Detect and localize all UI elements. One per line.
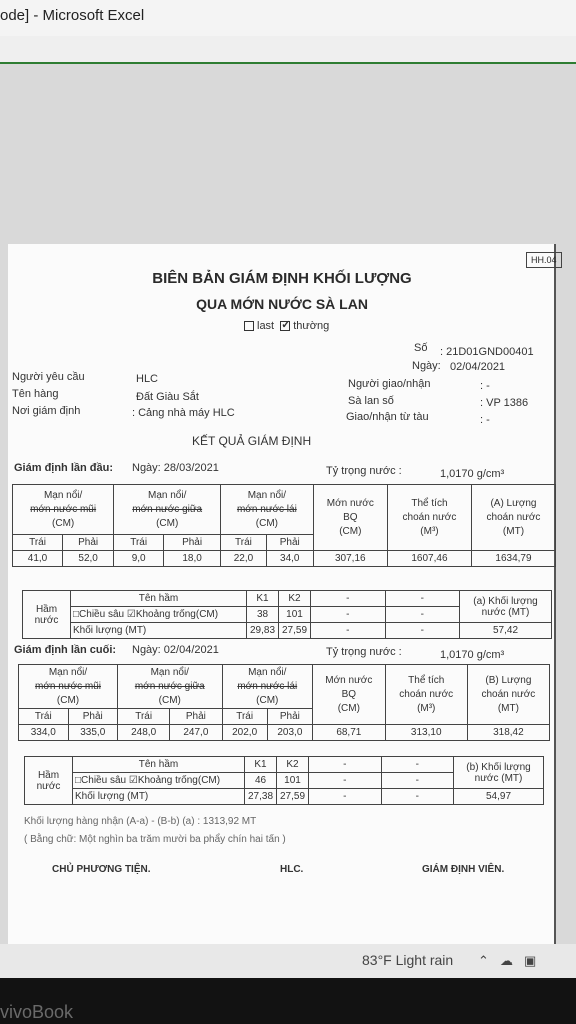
first-ballast-table: [22, 590, 552, 639]
displacement-b-header: (B) Lượng choán nước (MT): [467, 665, 549, 725]
mid-header: Mạn nổi/ mớn nước giữa (CM): [114, 485, 221, 535]
cell: 68,71: [313, 725, 386, 741]
aft-header: Mạn nổi/ mớn nước lái (CM): [221, 485, 314, 535]
right-col: Phải: [63, 535, 114, 551]
left-col: Trái: [114, 535, 164, 551]
deliverer-value: : -: [480, 380, 490, 392]
device-brand-logo: vivoBook: [0, 1002, 74, 1022]
dash-cell: -: [309, 773, 382, 789]
cell: 22,0: [221, 551, 267, 567]
barge-value: : VP 1386: [480, 397, 529, 409]
depth-row-label: □Chiều sâu ☑Khoảng trống(CM): [73, 773, 245, 789]
last-density-label: Tỷ trọng nước :: [326, 646, 402, 658]
sign-inspector: GIÁM ĐỊNH VIÊN.: [422, 864, 505, 875]
from-ship-value: : -: [480, 414, 490, 426]
cell: 1607,46: [387, 551, 471, 567]
print-preview-area: [0, 64, 576, 944]
document-title: BIÊN BẢN GIÁM ĐỊNH KHỐI LƯỢNG: [152, 270, 412, 287]
dash-cell: -: [381, 789, 454, 805]
first-draft-table: [12, 484, 556, 567]
last-inspection-label: Giám định lần cuối:: [14, 644, 117, 656]
left-col: Trái: [118, 709, 170, 725]
requester-value: HLC: [136, 373, 159, 385]
cell: 41,0: [13, 551, 63, 567]
chevron-up-icon[interactable]: ⌃: [478, 953, 489, 968]
ribbon-area: [0, 36, 576, 64]
k2-header: K2: [279, 591, 311, 607]
depth-row-label: □Chiều sâu ☑Khoảng trống(CM): [71, 607, 247, 623]
bow-header: Mạn nổi/ mớn nước mũi (CM): [19, 665, 118, 709]
cell: 29,83: [247, 623, 279, 639]
weather-widget[interactable]: 83°F Light rain: [362, 952, 454, 968]
place-value: : Cảng nhà máy HLC: [132, 407, 235, 419]
from-ship-label: Giao/nhận từ tàu: [346, 411, 429, 423]
left-col: Trái: [221, 535, 267, 551]
first-density-label: Tỷ trọng nước :: [326, 465, 402, 477]
cell: 307,16: [313, 551, 387, 567]
cell: 313,10: [385, 725, 467, 741]
amount-in-words: ( Bằng chữ: Một nghìn ba trăm mười ba phẩy chín hai tấn ): [24, 834, 286, 845]
cell: 9,0: [114, 551, 164, 567]
cell: 101: [277, 773, 309, 789]
dash-cell: -: [311, 591, 386, 607]
right-col: Phải: [170, 709, 222, 725]
ballast-label: Hầm nước: [23, 591, 71, 639]
first-inspection-label: Giám định lần đầu:: [14, 462, 114, 474]
barge-label: Sà lan số: [348, 395, 394, 407]
normal-checkbox[interactable]: [280, 321, 290, 331]
dash-cell: -: [381, 773, 454, 789]
windows-taskbar: [0, 944, 576, 978]
result-title: KẾT QUẢ GIÁM ĐỊNH: [192, 434, 312, 448]
laptop-bezel: [0, 978, 576, 1024]
left-col: Trái: [19, 709, 69, 725]
cell: 18,0: [164, 551, 221, 567]
volume-header: Thể tích choán nước (M³): [385, 665, 467, 725]
date-value: 02/04/2021: [450, 361, 506, 373]
cell: 1634,79: [471, 551, 555, 567]
cell: 52,0: [63, 551, 114, 567]
last-checkbox[interactable]: [244, 321, 254, 331]
date-label: Ngày:: [412, 360, 441, 372]
window-title: ode] - Microsoft Excel: [0, 7, 145, 24]
cell: 248,0: [118, 725, 170, 741]
cell: 46: [245, 773, 277, 789]
dash-cell: -: [311, 607, 386, 623]
avg-draft-header: Mớn nước BQ (CM): [313, 665, 386, 725]
last-ballast-table: [24, 756, 544, 805]
goods-label: Tên hàng: [12, 388, 59, 400]
last-inspection-date: Ngày: 02/04/2021: [132, 644, 219, 656]
total-cargo-line: Khối lượng hàng nhận (A-a) - (B-b) (a) : 1313,92 MT: [24, 816, 257, 827]
first-inspection-date: Ngày: 28/03/2021: [132, 462, 219, 474]
cell: 202,0: [222, 725, 267, 741]
requester-label: Người yêu cầu: [12, 371, 85, 383]
mid-header: Mạn nổi/ mớn nước giữa (CM): [118, 665, 222, 709]
cell: 335,0: [68, 725, 118, 741]
cell: 203,0: [267, 725, 312, 741]
avg-draft-header: Mớn nước BQ (CM): [313, 485, 387, 551]
document-page: [8, 244, 556, 972]
cloud-icon[interactable]: ☁: [500, 953, 513, 968]
mass-row-label: Khối lượng (MT): [71, 623, 247, 639]
dash-cell: -: [385, 623, 460, 639]
cell: 334,0: [19, 725, 69, 741]
sign-vehicle-owner: CHỦ PHƯƠNG TIỆN.: [52, 864, 151, 875]
excel-title-bar: [0, 0, 576, 36]
right-col: Phải: [68, 709, 118, 725]
sign-hlc: HLC.: [280, 864, 304, 875]
ballast-label: Hầm nước: [25, 757, 73, 805]
cell: 38: [247, 607, 279, 623]
k2-header: K2: [277, 757, 309, 773]
option-last: last ✓ thường: [244, 320, 329, 332]
bow-header: Mạn nổi/ mớn nước mũi (CM): [13, 485, 114, 535]
so-value: : 21D01GND00401: [440, 346, 534, 358]
first-density-value: 1,0170 g/cm³: [440, 468, 505, 480]
k1-header: K1: [245, 757, 277, 773]
left-col: Trái: [13, 535, 63, 551]
water-mass-a-value: 57,42: [460, 623, 552, 639]
document-subtitle: QUA MỚN NƯỚC SÀ LAN: [196, 296, 368, 312]
deliverer-label: Người giao/nhận: [348, 378, 431, 390]
dash-cell: -: [385, 591, 460, 607]
cell: 318,42: [467, 725, 549, 741]
last-draft-table: [18, 664, 550, 741]
water-mass-a-label: (a) Khối lượng nước (MT): [460, 591, 552, 623]
dash-cell: -: [311, 623, 386, 639]
dash-cell: -: [381, 757, 454, 773]
cell: 34,0: [266, 551, 313, 567]
aft-header: Mạn nổi/ mớn nước lái (CM): [222, 665, 312, 709]
right-col: Phải: [267, 709, 312, 725]
right-col: Phải: [164, 535, 221, 551]
cell: 247,0: [170, 725, 222, 741]
form-code: HH.04: [526, 252, 562, 268]
tank-name-header: Tên hầm: [71, 591, 247, 607]
network-icon[interactable]: ▣: [524, 953, 537, 968]
dash-cell: -: [309, 789, 382, 805]
right-col: Phải: [266, 535, 313, 551]
dash-cell: -: [385, 607, 460, 623]
cell: 27,59: [279, 623, 311, 639]
so-label: Số: [414, 342, 428, 354]
place-label: Nơi giám định: [12, 405, 81, 417]
mass-row-label: Khối lượng (MT): [73, 789, 245, 805]
water-mass-b-value: 54,97: [454, 789, 544, 805]
cell: 27,38: [245, 789, 277, 805]
last-density-value: 1,0170 g/cm³: [440, 649, 505, 661]
displacement-a-header: (A) Lượng choán nước (MT): [471, 485, 555, 551]
tank-name-header: Tên hầm: [73, 757, 245, 773]
dash-cell: -: [309, 757, 382, 773]
goods-value: Đất Giàu Sắt: [136, 391, 199, 403]
cell: 27,59: [277, 789, 309, 805]
volume-header: Thể tích choán nước (M³): [387, 485, 471, 551]
k1-header: K1: [247, 591, 279, 607]
water-mass-b-label: (b) Khối lượng nước (MT): [454, 757, 544, 789]
cell: 101: [279, 607, 311, 623]
left-col: Trái: [222, 709, 267, 725]
